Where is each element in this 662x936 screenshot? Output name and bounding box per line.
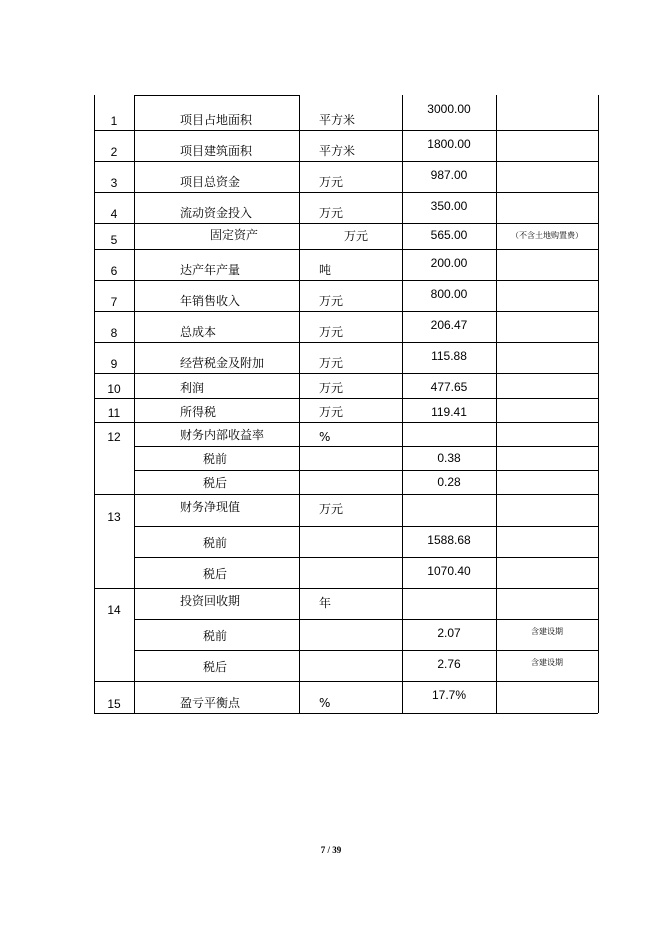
row-border-4 [94, 249, 598, 250]
item-name: 项目建筑面积 [180, 144, 253, 158]
row-number: 15 [107, 697, 121, 711]
row-border-20 [94, 713, 598, 714]
metric-value: 2.07 [437, 626, 461, 640]
column-border-4 [496, 95, 497, 713]
metric-value: 0.38 [437, 451, 461, 465]
unit-value: 万元 [319, 206, 344, 220]
item-name: 税前 [203, 629, 228, 643]
page-number: 7 / 39 [320, 845, 342, 855]
metric-value: 800.00 [430, 287, 468, 301]
metric-value: 119.41 [431, 405, 467, 419]
row-number: 7 [110, 295, 118, 309]
row-number: 8 [110, 326, 118, 340]
row-number: 4 [110, 207, 118, 221]
metric-value: 3000.00 [427, 102, 471, 116]
item-name: 年销售收入 [180, 294, 241, 308]
metric-value: 1800.00 [427, 137, 471, 151]
row-number: 2 [110, 145, 118, 159]
item-name: 项目占地面积 [180, 113, 253, 127]
unit-value: 吨 [319, 263, 332, 277]
metric-value: 477.65 [430, 380, 468, 394]
unit-value: % [319, 430, 331, 444]
row-border-7 [94, 342, 598, 343]
row-border-19 [94, 681, 598, 682]
metric-value: 200.00 [430, 256, 468, 270]
item-name: 税后 [203, 567, 228, 581]
row-border-0 [94, 130, 598, 131]
item-name: 所得税 [180, 405, 217, 419]
unit-value: 万元 [319, 175, 344, 189]
row-border-17 [134, 619, 598, 620]
column-border-1 [134, 95, 135, 713]
item-name: 财务内部收益率 [180, 428, 265, 442]
metric-value: 206.47 [430, 318, 468, 332]
row-border-2 [94, 192, 598, 193]
item-name: 盈亏平衡点 [180, 696, 241, 710]
row-border-11 [134, 446, 598, 447]
row-number: 13 [107, 510, 121, 524]
metric-value: 565.00 [430, 228, 468, 242]
row-border-13 [94, 494, 598, 495]
item-name: 固定资产 [210, 228, 259, 242]
item-name: 总成本 [180, 325, 217, 339]
row-border-12 [134, 470, 598, 471]
item-name: 流动资金投入 [180, 206, 253, 220]
unit-value: 万元 [319, 381, 344, 395]
row-number: 1 [110, 114, 118, 128]
metric-value: 987.00 [430, 168, 468, 182]
remark-note: 含建设期 [531, 627, 563, 636]
item-name: 利润 [180, 381, 205, 395]
unit-value: 万元 [319, 294, 344, 308]
unit-value: % [319, 696, 331, 710]
item-name: 税前 [203, 452, 228, 466]
metric-value: 0.28 [437, 475, 461, 489]
row-number: 12 [107, 430, 121, 444]
row-border-18 [134, 650, 598, 651]
metric-value: 1588.68 [427, 533, 471, 547]
item-name: 项目总资金 [180, 175, 241, 189]
item-name: 税后 [203, 476, 228, 490]
column-border-5 [598, 95, 599, 713]
unit-value: 平方米 [319, 113, 356, 127]
item-name: 达产年产量 [180, 263, 241, 277]
column-border-2 [299, 95, 300, 713]
metric-value: 17.7% [431, 688, 467, 702]
row-number: 6 [110, 264, 118, 278]
row-border-10 [94, 422, 598, 423]
metric-value: 2.76 [437, 657, 461, 671]
row-number: 11 [107, 406, 121, 420]
metric-value: 350.00 [430, 199, 468, 213]
row-border-8 [94, 373, 598, 374]
row-number: 5 [110, 233, 118, 247]
row-number: 3 [110, 176, 118, 190]
row-border-5 [94, 280, 598, 281]
unit-value: 万元 [319, 502, 344, 516]
unit-value: 万元 [319, 356, 344, 370]
item-name: 财务净现值 [180, 500, 241, 514]
table-top-border [134, 95, 299, 96]
unit-value: 年 [319, 596, 332, 610]
item-name: 投资回收期 [180, 594, 241, 608]
unit-value: 万元 [319, 325, 344, 339]
item-name: 经营税金及附加 [180, 356, 265, 370]
row-border-9 [94, 398, 598, 399]
row-border-6 [94, 311, 598, 312]
item-name: 税前 [203, 536, 228, 550]
row-border-1 [94, 161, 598, 162]
remark-note: 含建设期 [531, 658, 563, 667]
metric-value: 115.88 [431, 349, 467, 363]
row-border-15 [134, 557, 598, 558]
column-border-3 [402, 95, 403, 713]
unit-value: 万元 [344, 229, 369, 243]
unit-value: 平方米 [319, 144, 356, 158]
unit-value: 万元 [319, 405, 344, 419]
row-border-16 [94, 588, 598, 589]
item-name: 税后 [203, 660, 228, 674]
row-border-14 [134, 526, 598, 527]
row-number: 14 [107, 603, 121, 617]
row-border-3 [94, 223, 598, 224]
row-number: 10 [107, 382, 121, 396]
remark-note: （不含土地购置费） [511, 231, 583, 240]
row-number: 9 [110, 357, 118, 371]
metric-value: 1070.40 [427, 564, 471, 578]
